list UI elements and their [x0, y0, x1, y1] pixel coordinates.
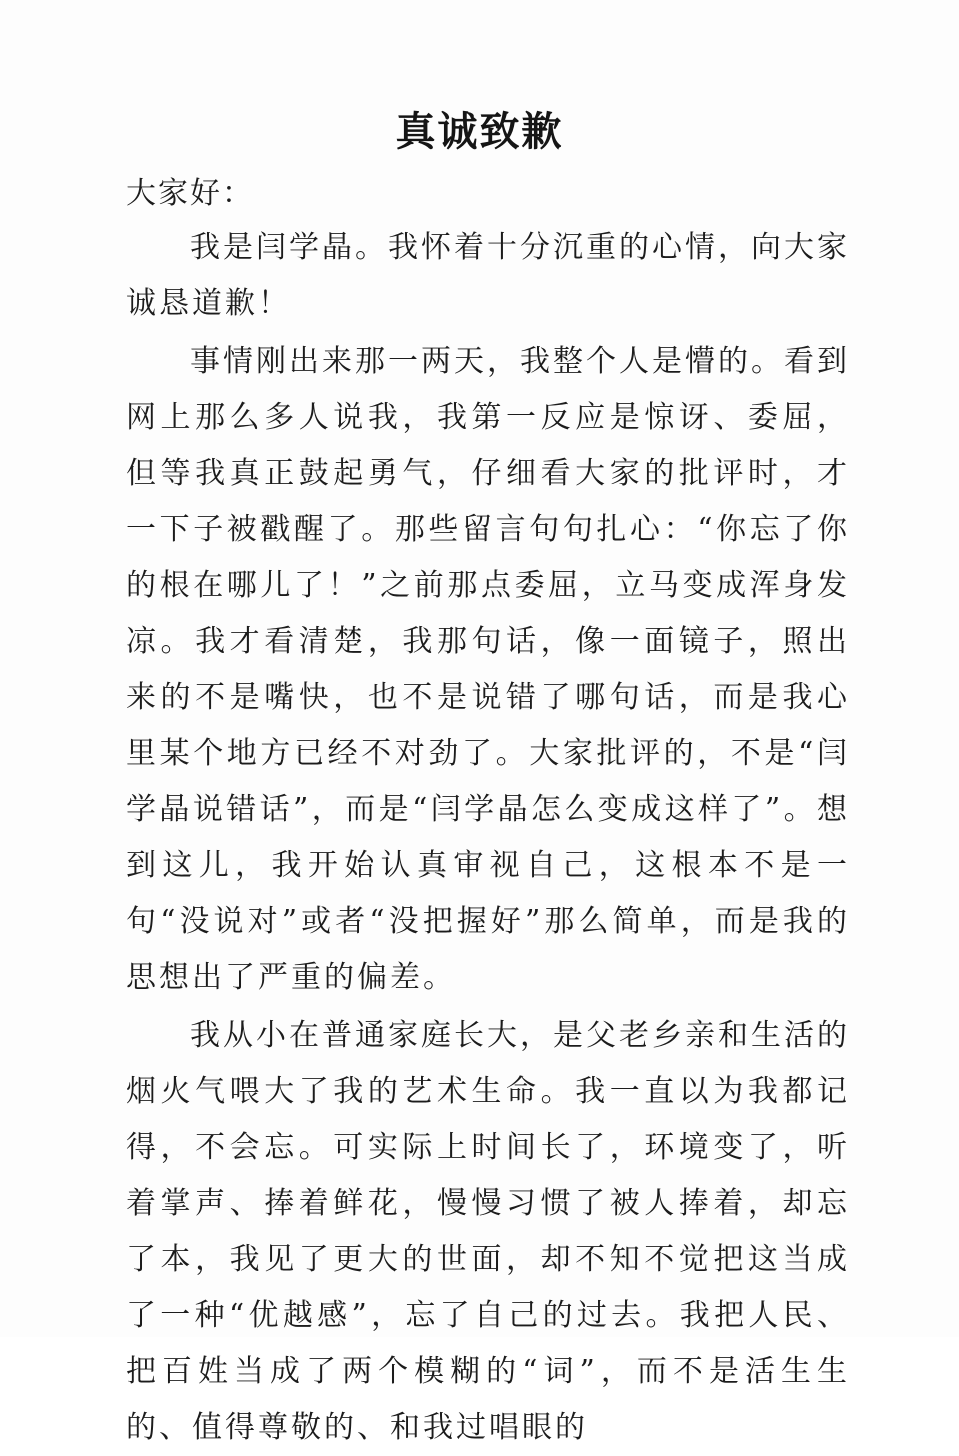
- paragraph-2: 事情刚出来那一两天，我整个人是懵的。看到网上那么多人说我，我第一反应是惊讶、委屈，但等我真正鼓起勇气，仔细看大家的批评时，才一下子被戳醒了。那些留言句句扎心：“你忘了你的根在哪儿了！”之前那点委屈，立马变成浑身发凉。我才看清楚，我那句话，像一面镜子，照出来的不是嘴快，也不是说错了哪句话，而是我心里某个地方已经不对劲了。大家批评的，不是“闫学晶说错话”，而是“闫学晶怎么变成这样了”。想到这儿，我开始认真审视自己，这根本不是一句“没说对”或者“没把握好”那么简单，而是我的思想出了严重的偏差。: [126, 344, 850, 995]
- salutation: 大家好：: [126, 176, 254, 211]
- paragraph-3: 我从小在普通家庭长大，是父老乡亲和生活的烟火气喂大了我的艺术生命。我一直以为我都记得，不会忘。可实际上时间长了，环境变了，听着掌声、捧着鲜花，慢慢习惯了被人捧着，却忘了本，我见了更大的世面，却不知不觉把这当成了一种“优越感”，忘了自己的过去。我把人民、把百姓当成了两个模糊的“词”，而不是活生生的、值得尊敬的、和我过唱眼的: [126, 1018, 850, 1445]
- document-body: [126, 220, 850, 1456]
- paragraph-1: 我是闫学晶。我怀着十分沉重的心情，向大家诚恳道歉！: [126, 230, 850, 321]
- document-title: 真诚致歉: [395, 108, 564, 155]
